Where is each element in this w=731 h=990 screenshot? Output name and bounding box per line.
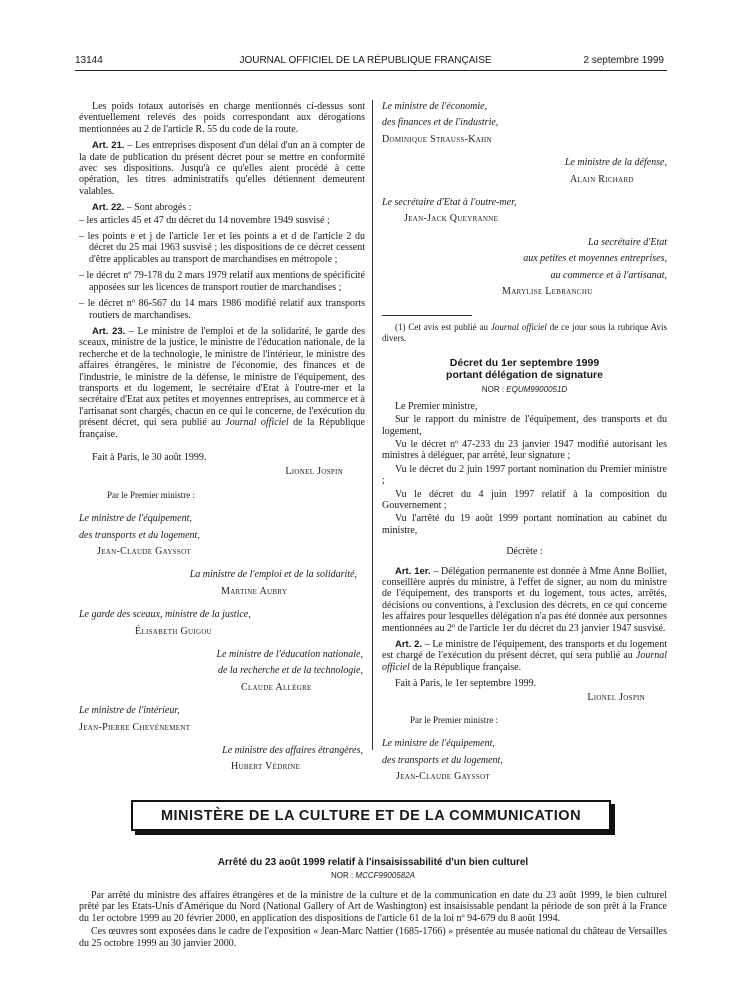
decret-title <box>382 357 667 381</box>
signatory-name: Hubert Védrine <box>231 761 301 773</box>
journal-officiel-ref: Journal officiel <box>225 417 289 429</box>
signatory-title: La ministre de l'emploi et de la solidarité, <box>189 569 357 581</box>
pm-signature: Lionel Jospin <box>285 466 343 478</box>
pm-signature: Lionel Jospin <box>587 691 645 703</box>
footnote <box>382 322 667 343</box>
article-22-text: – Sont abrogés : <box>124 202 192 214</box>
header-rule <box>75 70 667 71</box>
footnote-rule <box>382 315 472 316</box>
signing-place-date: Fait à Paris, le 1er septembre 1999. <box>395 678 537 690</box>
page-number: 13144 <box>75 55 103 66</box>
visa-line: Vu le décret du 2 juin 1997 portant nomination du Premier ministre ; <box>382 463 667 487</box>
nor-code: MCCF9900582A <box>355 871 416 880</box>
decrete-heading: Décrète : <box>506 546 543 558</box>
arrete-nor <box>79 870 667 881</box>
article-1-text: – Délégation permanente est donnée à Mme Anne Bolliet, conseillère auprès du ministre, à l'effet de signer, au nom du ministre de l'équipement, des transports et du logement, tous actes, arrêtés, décisions ou conventions, à l'exclusion des décrets, en ce qui concerne les affaires pour lesquelles délégation n'a pas été donnée aux personnes mentionnées au 2º de l'article 1er du décret du 23 janvier 1947 susvisé. <box>382 565 667 634</box>
footnote-text-b: de ce jour sous la rubrique Avis divers. <box>382 322 667 343</box>
signatory-title: aux petites et moyennes entreprises, <box>523 253 667 265</box>
article-2-text-b: de la République française. <box>409 661 522 673</box>
signatory-title: Le ministre des affaires étrangères, <box>222 745 363 757</box>
arrete-title: Arrêté du 23 août 1999 relatif à l'insaisissabilité d'un bien culturel <box>217 857 529 868</box>
article-1-label: Art. 1er. <box>395 565 431 577</box>
footnote-text-a: (1) Cet avis est publié au <box>395 322 491 333</box>
decret-title-line: portant délégation de signature <box>446 369 603 382</box>
par-premier-ministre: Par le Premier ministre : <box>410 715 498 726</box>
signatory-title: Le ministre de l'éducation nationale, <box>216 649 363 661</box>
visa-line: Vu le décret du 4 juin 1997 relatif à la composition du Gouvernement ; <box>382 488 667 511</box>
signatory-title: Le ministre de l'économie, <box>382 101 488 112</box>
signatory-title: Le ministre de l'équipement, <box>79 513 192 525</box>
list-item: – le décret nº 86-567 du 14 mars 1986 modifié relatif aux transports routiers de marchandises. <box>79 298 365 321</box>
nor-reference <box>382 384 667 395</box>
signatory-title: Le garde des sceaux, ministre de la justice, <box>79 609 251 621</box>
issue-date: 2 septembre 1999 <box>583 55 664 66</box>
article-21 <box>79 140 365 197</box>
article-23-text-b: de la République française. <box>79 417 365 440</box>
par-premier-ministre: Par le Premier ministre : <box>107 489 195 500</box>
visa-line: Sur le rapport du ministre de l'équipement, des transports et du logement, <box>382 414 667 437</box>
signatory-title: des finances et de l'industrie, <box>382 117 499 129</box>
signatory-title: de la recherche et de la technologie, <box>217 665 363 677</box>
signing-place-date: Fait à Paris, le 30 août 1999. <box>92 451 207 463</box>
article-23-text-a: – Le ministre de l'emploi et de la solidarité, le garde des sceaux, ministre de la justice, le ministre de l'éducation nationale, de la recherche et de la technologie, le ministre de l'intérieur, le ministre des affaires étrangères, le ministre de l'économie, des finances et de l'industrie, le ministre de la défense, le ministre de l'équipement, des transports et du logement, le secrétaire d'Etat à l'outre-mer et la secrétaire d'Etat aux petites et moyennes entreprises, au commerce et à l'artisanat sont chargés, chacun en ce qui le concerne, de l'exécution du présent décret, qui sera publié au <box>79 325 365 429</box>
article-22-label: Art. 22. <box>92 202 125 214</box>
article-21-label: Art. 21. <box>92 140 125 152</box>
article-23-label: Art. 23. <box>92 325 126 337</box>
list-item: – le décret nº 79-178 du 2 mars 1979 relatif aux mentions de spécificité apposées sur les licences de transport routier de marchandises ; <box>79 270 365 293</box>
list-item: – les articles 45 et 47 du décret du 14 novembre 1949 susvisé ; <box>79 214 330 226</box>
signatory-name: Jean-Jack Queyranne <box>404 213 499 225</box>
nor-code: EQUM9900051D <box>506 385 568 395</box>
signatory-name: Jean-Pierre Chevènement <box>79 721 191 733</box>
article-2-label: Art. 2. <box>395 639 423 650</box>
right-column <box>382 101 667 788</box>
visa-line: Vu le décret nº 47-233 du 23 janvier 1947 modifié autorisant les ministres à déléguer, par arrêté, leur signature ; <box>382 438 667 462</box>
article-2 <box>382 639 667 673</box>
journal-officiel-ref: Journal officiel <box>382 650 667 673</box>
nor-label: NOR : <box>481 385 507 395</box>
arrete-paragraph: Par arrêté du ministre des affaires étrangères et de la ministre de la culture et de la communication en date du 23 août 1999, le bien culturel prêté par les Etats-Unis d'Amérique du Nord (National Gallery of Art de Washington) est insaisissable pendant la période de son prêt à la France du 1er octobre 1999 au 20 février 2000, en application des dispositions de l'article 61 de la loi nº 94-679 du 8 août 1994. <box>79 890 667 924</box>
ministry-banner: MINISTÈRE DE LA CULTURE ET DE LA COMMUNICATION <box>131 800 611 831</box>
signatory-title: Le ministre de l'intérieur, <box>79 705 180 717</box>
signatory-name: Jean-Claude Gayssot <box>97 546 192 557</box>
journal-officiel-ref: Journal officiel <box>490 322 547 333</box>
signatory-title: Le secrétaire d'Etat à l'outre-mer, <box>382 197 517 209</box>
visa-line: Le Premier ministre, <box>395 400 478 412</box>
nor-label: NOR : <box>330 871 356 880</box>
article-21-text: – Les entreprises disposent d'un délai d'un an à compter de la date de publication du présent décret pour se mettre en conformité avec ses dispositions. Jusqu'à ce qu'elles aient procédé à cette opération, les titres administratifs qu'elles détiennent demeurent valables. <box>79 140 365 197</box>
signatory-name: Claude Allègre <box>241 681 312 693</box>
signatory-title: au commerce et à l'artisanat, <box>550 269 667 281</box>
arrete-paragraph: Ces œuvres sont exposées dans le cadre de l'exposition « Jean-Marc Nattier (1685-1766) » présentée au musée national du château de Versailles du 25 octobre 1999 au 30 janvier 2000. <box>79 926 667 949</box>
intro-paragraph: Les poids totaux autorisés en charge mentionnés ci-dessus sont éventuellement relevés des poids correspondant aux dérogations mentionnées au 2 de l'article R. 55 du code de la route. <box>79 101 365 135</box>
list-item: – les points e et j de l'article 1er et les points a et d de l'article 2 du décret du 25 mai 1963 susvisé ; les dispositions de ce décret cessent d'être applicables au transport de marchandises en métropole ; <box>79 231 365 265</box>
decret-title-line: Décret du 1er septembre 1999 <box>449 357 600 370</box>
signatory-name: Martine Aubry <box>221 585 288 597</box>
signatory-title: Le ministre de l'équipement, <box>382 738 495 750</box>
signatory-name: Alain Richard <box>570 173 634 185</box>
signatory-title: Le ministre de la défense, <box>564 157 667 169</box>
column-separator <box>372 100 373 750</box>
article-1 <box>382 566 667 634</box>
left-column <box>79 101 365 778</box>
signatory-title: des transports et du logement, <box>382 754 503 766</box>
signatory-title: des transports et du logement, <box>79 529 200 541</box>
signatory-name: Dominique Strauss-Kahn <box>382 133 492 145</box>
arrete-body <box>79 890 667 951</box>
article-23 <box>79 326 365 440</box>
signatory-name: Élisabeth Guigou <box>135 625 213 637</box>
article-22 <box>79 202 365 213</box>
signatory-title: La secrétaire d'Etat <box>588 236 667 248</box>
visa-line: Vu l'arrêté du 19 août 1999 portant nomination au cabinet du ministre, <box>382 513 667 536</box>
article-2-text-a: – Le ministre de l'équipement, des transports et du logement est chargé de l'exécution du présent décret, qui sera publié au <box>382 639 667 662</box>
signatory-name: Marylise Lebranchu <box>502 286 593 298</box>
journal-title: JOURNAL OFFICIEL DE LA RÉPUBLIQUE FRANÇAISE <box>239 55 492 66</box>
signatory-name: Jean-Claude Gayssot <box>396 771 491 783</box>
